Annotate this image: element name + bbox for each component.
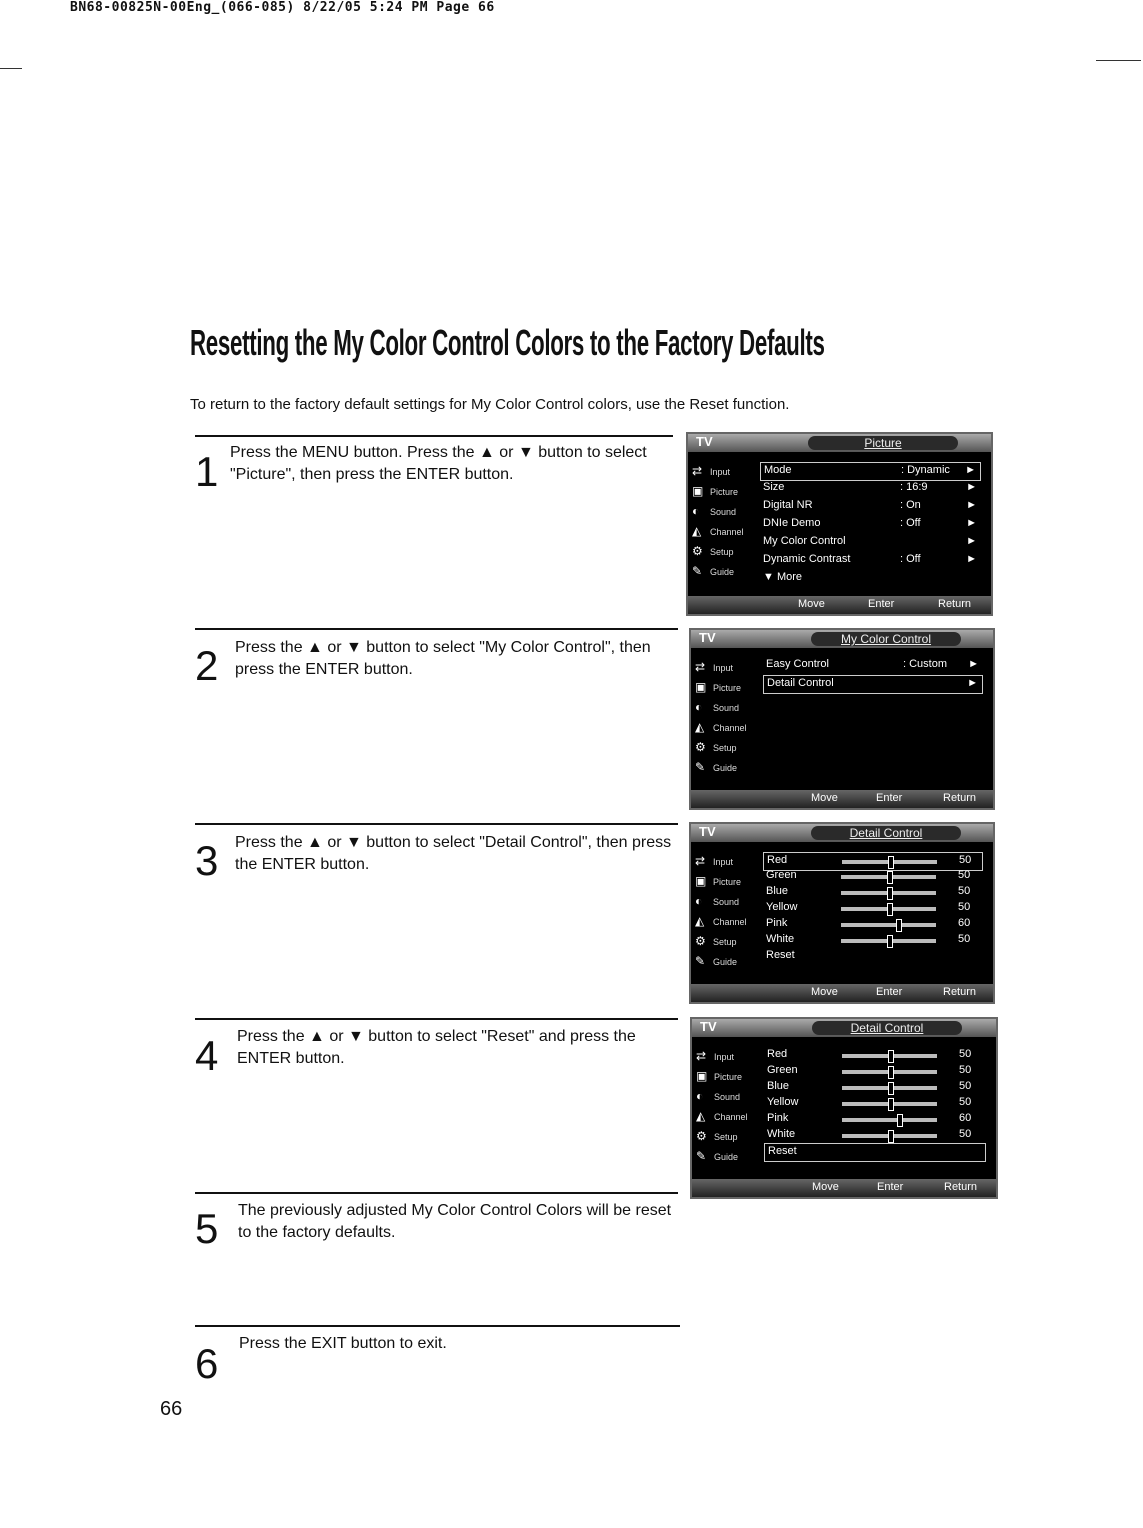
sidebar-item-channel[interactable]: ◭ Channel <box>695 720 747 734</box>
color-slider[interactable] <box>841 907 936 911</box>
channel-icon: ◭ <box>695 914 705 928</box>
picture-icon: ▣ <box>692 484 704 498</box>
footer-enter: Enter <box>877 1181 904 1193</box>
osd-detail-control-reset-menu <box>690 1017 998 1199</box>
color-slider[interactable] <box>842 1102 937 1106</box>
menu-row-mode[interactable]: Mode : Dynamic ► <box>760 462 981 481</box>
detail-row-label: Green <box>767 1064 798 1076</box>
slider-value: 50 <box>958 869 971 881</box>
sidebar-item-input[interactable]: ⇄ Input <box>695 660 734 674</box>
channel-icon: ◭ <box>692 524 702 538</box>
menu-row-detail-control[interactable]: Detail Control ► <box>763 675 983 694</box>
sound-icon: ◐ <box>696 1089 704 1103</box>
color-slider[interactable] <box>841 891 936 895</box>
sidebar-item-setup[interactable]: ⚙ Setup <box>692 544 734 558</box>
detail-row-label: Pink <box>767 1112 789 1124</box>
osd-picture-menu <box>686 432 993 616</box>
footer-enter: Enter <box>868 598 895 610</box>
footer-return: Return <box>943 986 977 998</box>
color-slider[interactable] <box>842 860 937 864</box>
slider-knob[interactable] <box>887 887 893 900</box>
sidebar-item-guide[interactable]: ✎ Guide <box>692 564 735 578</box>
sidebar-item-guide[interactable]: ✎ Guide <box>695 760 738 774</box>
osd-title: Picture <box>808 436 958 450</box>
detail-row-white[interactable] <box>764 1127 986 1144</box>
osd-sidebar <box>692 1037 760 1179</box>
page-number: 66 <box>160 1398 183 1420</box>
step-rule <box>195 628 678 630</box>
picture-icon: ▣ <box>695 680 707 694</box>
sidebar-item-sound[interactable]: ◐ Sound <box>695 894 740 908</box>
detail-row-green[interactable] <box>764 1063 986 1080</box>
sidebar-item-picture[interactable]: ▣ Picture <box>696 1069 743 1083</box>
intro-text: To return to the factory default settings for My Color Control colors, use the Reset function. <box>190 396 790 413</box>
osd-footer <box>692 1179 996 1197</box>
osd-header <box>692 1019 996 1037</box>
color-slider[interactable] <box>842 1134 937 1138</box>
step-number: 3 <box>195 837 219 884</box>
slider-knob[interactable] <box>888 1082 894 1095</box>
detail-row-yellow[interactable] <box>764 1095 986 1112</box>
footer-return: Return <box>938 598 972 610</box>
step-number: 5 <box>195 1205 219 1252</box>
detail-row-label: Yellow <box>767 1096 799 1108</box>
input-icon: ⇄ <box>695 854 706 868</box>
step-rule <box>195 1018 678 1020</box>
step-number: 6 <box>195 1340 219 1387</box>
setup-icon: ⚙ <box>692 544 703 558</box>
detail-row-green[interactable] <box>763 868 983 885</box>
osd-footer <box>688 596 991 614</box>
step-number: 1 <box>195 448 219 495</box>
slider-value: 50 <box>959 854 972 866</box>
slider-knob[interactable] <box>887 871 893 884</box>
sidebar-item-setup[interactable]: ⚙ Setup <box>695 934 737 948</box>
step-text: Press the EXIT button to exit. <box>239 1335 447 1352</box>
detail-row-label: Yellow <box>766 901 798 913</box>
detail-row-reset[interactable] <box>763 948 983 965</box>
detail-row-label: Blue <box>767 1080 790 1092</box>
osd-header <box>691 630 993 648</box>
detail-row-yellow[interactable] <box>763 900 983 917</box>
detail-row-white[interactable] <box>763 932 983 949</box>
sidebar-item-picture[interactable]: ▣ Picture <box>695 680 742 694</box>
step-number: 4 <box>195 1032 219 1079</box>
osd-sidebar <box>691 648 759 790</box>
osd-footer <box>691 984 993 1002</box>
menu-row-my-color-control[interactable]: My Color Control ► <box>763 535 977 547</box>
menu-row-dnie-demo[interactable]: DNIe Demo : Off ► <box>763 517 977 529</box>
sound-icon: ◐ <box>695 894 703 908</box>
slider-value: 60 <box>959 1112 972 1124</box>
slider-value: 50 <box>959 1080 972 1092</box>
slider-value: 50 <box>958 933 971 945</box>
slider-value: 50 <box>958 901 971 913</box>
sidebar-item-guide[interactable]: ✎ Guide <box>695 954 738 968</box>
step-rule <box>195 1192 678 1194</box>
detail-row-label: Blue <box>766 885 789 897</box>
footer-move: Move <box>798 598 825 610</box>
detail-row-label: Red <box>767 854 788 866</box>
osd-detail-control-menu <box>689 822 995 1004</box>
slider-knob[interactable] <box>887 903 893 916</box>
menu-row-more[interactable]: ▼ More <box>763 571 803 583</box>
detail-row-blue[interactable] <box>763 884 983 901</box>
slider-value: 50 <box>958 885 971 897</box>
input-icon: ⇄ <box>692 464 703 478</box>
picture-icon: ▣ <box>696 1069 708 1083</box>
color-slider[interactable] <box>842 1118 937 1122</box>
menu-row-dynamic-contrast[interactable]: Dynamic Contrast : Off ► <box>763 553 977 565</box>
sidebar-item-sound[interactable]: ◐ Sound <box>692 504 737 518</box>
detail-row-label: Pink <box>766 917 788 929</box>
osd-header <box>691 824 993 842</box>
osd-title: Detail Control <box>812 1021 962 1035</box>
step-rule <box>195 435 673 437</box>
footer-move: Move <box>811 792 838 804</box>
footer-enter: Enter <box>876 792 903 804</box>
detail-row-reset[interactable] <box>764 1143 986 1162</box>
footer-return: Return <box>943 792 977 804</box>
sidebar-item-picture[interactable]: ▣ Picture <box>692 484 739 498</box>
input-icon: ⇄ <box>695 660 706 674</box>
sidebar-item-input[interactable]: ⇄ Input <box>695 854 734 868</box>
color-slider[interactable] <box>842 1054 937 1058</box>
guide-icon: ✎ <box>692 564 703 578</box>
sidebar-item-channel[interactable]: ◭ Channel <box>696 1109 748 1123</box>
footer-move: Move <box>811 986 838 998</box>
sidebar-item-picture[interactable]: ▣ Picture <box>695 874 742 888</box>
slider-value: 50 <box>959 1096 972 1108</box>
detail-row-label: Reset <box>768 1145 797 1157</box>
sidebar-item-setup[interactable]: ⚙ Setup <box>696 1129 738 1143</box>
menu-row-digital-nr[interactable]: Digital NR : On ► <box>763 499 977 511</box>
guide-icon: ✎ <box>695 954 706 968</box>
osd-title: My Color Control <box>811 632 961 646</box>
detail-row-red[interactable] <box>764 1047 986 1064</box>
step-rule <box>195 823 678 825</box>
sidebar-item-channel[interactable]: ◭ Channel <box>695 914 747 928</box>
guide-icon: ✎ <box>696 1149 707 1163</box>
slider-value: 50 <box>959 1128 972 1140</box>
footer-return: Return <box>944 1181 978 1193</box>
osd-footer <box>691 790 993 808</box>
color-slider[interactable] <box>841 939 936 943</box>
input-icon: ⇄ <box>696 1049 707 1063</box>
detail-row-pink[interactable] <box>763 916 983 933</box>
slider-knob[interactable] <box>888 1066 894 1079</box>
osd-header <box>688 434 991 452</box>
slider-value: 60 <box>958 917 971 929</box>
sidebar-item-channel[interactable]: ◭ Channel <box>692 524 744 538</box>
detail-row-blue[interactable] <box>764 1079 986 1096</box>
step-rule <box>195 1325 680 1327</box>
osd-sidebar <box>688 452 756 596</box>
osd-tv-label: TV <box>700 1019 717 1034</box>
osd-sidebar <box>691 842 759 984</box>
channel-icon: ◭ <box>696 1109 706 1123</box>
picture-icon: ▣ <box>695 874 707 888</box>
footer-enter: Enter <box>876 986 903 998</box>
slider-knob[interactable] <box>896 919 902 932</box>
slider-value: 50 <box>959 1048 972 1060</box>
slider-knob[interactable] <box>897 1114 903 1127</box>
step-text: Press the ▲ or ▼ button to select "Reset" and press the ENTER button. <box>237 1028 636 1067</box>
sound-icon: ◐ <box>692 504 700 518</box>
guide-icon: ✎ <box>695 760 706 774</box>
footer-move: Move <box>812 1181 839 1193</box>
menu-row-easy-control[interactable]: Easy Control : Custom ► <box>766 658 979 670</box>
detail-row-label: Red <box>767 1048 788 1060</box>
sidebar-item-input[interactable]: ⇄ Input <box>692 464 731 478</box>
detail-row-label: White <box>767 1128 796 1140</box>
crop-mark-left <box>0 68 22 69</box>
color-slider[interactable] <box>842 1070 937 1074</box>
step-number: 2 <box>195 642 219 689</box>
channel-icon: ◭ <box>695 720 705 734</box>
slider-knob[interactable] <box>888 1050 894 1063</box>
sidebar-item-input[interactable]: ⇄ Input <box>696 1049 735 1063</box>
osd-my-color-control-menu <box>689 628 995 810</box>
step-text: Press the MENU button. Press the ▲ or ▼ button to select "Picture", then press the ENTER button. <box>230 444 647 483</box>
detail-row-label: Reset <box>766 949 795 961</box>
file-header: BN68-00825N-00Eng_(066-085) 8/22/05 5:24 PM Page 66 <box>70 0 495 15</box>
step-text: Press the ▲ or ▼ button to select "Detail Control", then press the ENTER button. <box>235 834 672 873</box>
detail-row-label: Green <box>766 869 797 881</box>
sidebar-item-sound[interactable]: ◐ Sound <box>696 1089 741 1103</box>
setup-icon: ⚙ <box>695 934 706 948</box>
slider-knob[interactable] <box>888 1130 894 1143</box>
slider-knob[interactable] <box>887 935 893 948</box>
osd-tv-label: TV <box>696 434 713 449</box>
sound-icon: ◐ <box>695 700 703 714</box>
crop-mark-right <box>1096 60 1141 61</box>
color-slider[interactable] <box>842 1086 937 1090</box>
color-slider[interactable] <box>841 875 936 879</box>
detail-row-label: White <box>766 933 795 945</box>
slider-value: 50 <box>959 1064 972 1076</box>
osd-tv-label: TV <box>699 630 716 645</box>
detail-row-pink[interactable] <box>764 1111 986 1128</box>
page-title: Resetting the My Color Control Colors to the Factory Defaults <box>190 322 825 363</box>
osd-tv-label: TV <box>699 824 716 839</box>
step-text: Press the ▲ or ▼ button to select "My Color Control", then press the ENTER button. <box>235 639 651 678</box>
step-text: The previously adjusted My Color Control Colors will be reset to the factory defaults. <box>238 1202 672 1241</box>
menu-row-size[interactable]: Size : 16:9 ► <box>763 481 977 493</box>
setup-icon: ⚙ <box>696 1129 707 1143</box>
sidebar-item-guide[interactable]: ✎ Guide <box>696 1149 739 1163</box>
color-slider[interactable] <box>841 923 936 927</box>
slider-knob[interactable] <box>888 1098 894 1111</box>
sidebar-item-setup[interactable]: ⚙ Setup <box>695 740 737 754</box>
setup-icon: ⚙ <box>695 740 706 754</box>
sidebar-item-sound[interactable]: ◐ Sound <box>695 700 740 714</box>
osd-title: Detail Control <box>811 826 961 840</box>
